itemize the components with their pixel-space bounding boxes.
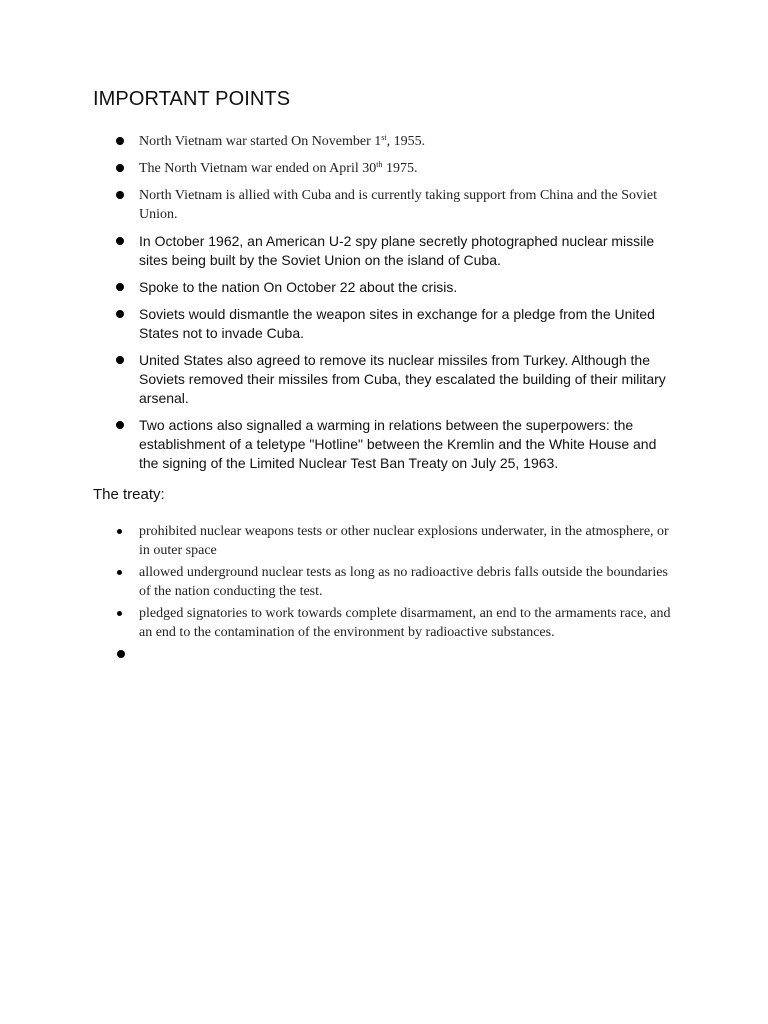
bullet-icon <box>116 137 124 145</box>
bullet-icon <box>116 283 124 291</box>
list-item <box>0 522 679 559</box>
bullet-icon <box>116 310 124 318</box>
treaty-label: The treaty: <box>93 486 165 503</box>
list-item <box>0 278 679 297</box>
bullet-icon <box>117 529 122 534</box>
bullet-icon <box>116 191 124 199</box>
empty-bullet-icon <box>117 650 125 658</box>
list-item <box>0 305 679 343</box>
page-title: IMPORTANT POINTS <box>93 88 291 110</box>
list-item <box>0 351 679 408</box>
bullet-icon <box>116 421 124 429</box>
list-item <box>0 604 679 641</box>
point-text: United States also agreed to remove its nuclear missiles from Turkey. Although the Soviets removed their missiles from Cuba, they escalated the building of their military arsenal. <box>139 352 666 406</box>
point-text: Soviets would dismantle the weapon sites in exchange for a pledge from the United States not to invade Cuba. <box>139 306 655 341</box>
list-item <box>0 232 679 270</box>
point-text: North Vietnam is allied with Cuba and is currently taking support from China and the Soviet Union. <box>139 188 657 222</box>
list-item <box>0 159 679 178</box>
treaty-point-text: prohibited nuclear weapons tests or other nuclear explosions underwater, in the atmosphere, or in outer space <box>139 524 669 558</box>
treaty-point-text: allowed underground nuclear tests as long as no radioactive debris falls outside the boundaries of the nation conducting the test. <box>139 565 668 599</box>
bullet-icon <box>117 570 122 575</box>
treaty-point-text: pledged signatories to work towards complete disarmament, an end to the armaments race, and an end to the contamination of the environment by radioactive substances. <box>139 606 671 640</box>
list-item <box>0 186 679 224</box>
bullet-icon <box>117 611 122 616</box>
list-item <box>0 563 679 600</box>
important-points-list <box>0 132 768 481</box>
bullet-icon <box>116 237 124 245</box>
point-text: In October 1962, an American U-2 spy plane secretly photographed nuclear missile sites being built by the Soviet Union on the island of Cuba. <box>139 233 655 268</box>
bullet-icon <box>116 164 124 172</box>
bullet-icon <box>116 356 124 364</box>
point-text: The North Vietnam war ended on April 30th 1975. <box>139 160 418 176</box>
point-text: North Vietnam war started On November 1st, 1955. <box>139 133 426 149</box>
treaty-points-list <box>0 522 768 645</box>
list-item <box>0 132 679 151</box>
list-item <box>0 416 679 473</box>
point-text: Two actions also signalled a warming in relations between the superpowers: the establishment of a teletype "Hotline" between the Kremlin and the White House and the signing of the Limited Nuclear Test Ban Treaty on July 25, 1963. <box>139 417 657 471</box>
point-text: Spoke to the nation On October 22 about the crisis. <box>139 279 458 295</box>
